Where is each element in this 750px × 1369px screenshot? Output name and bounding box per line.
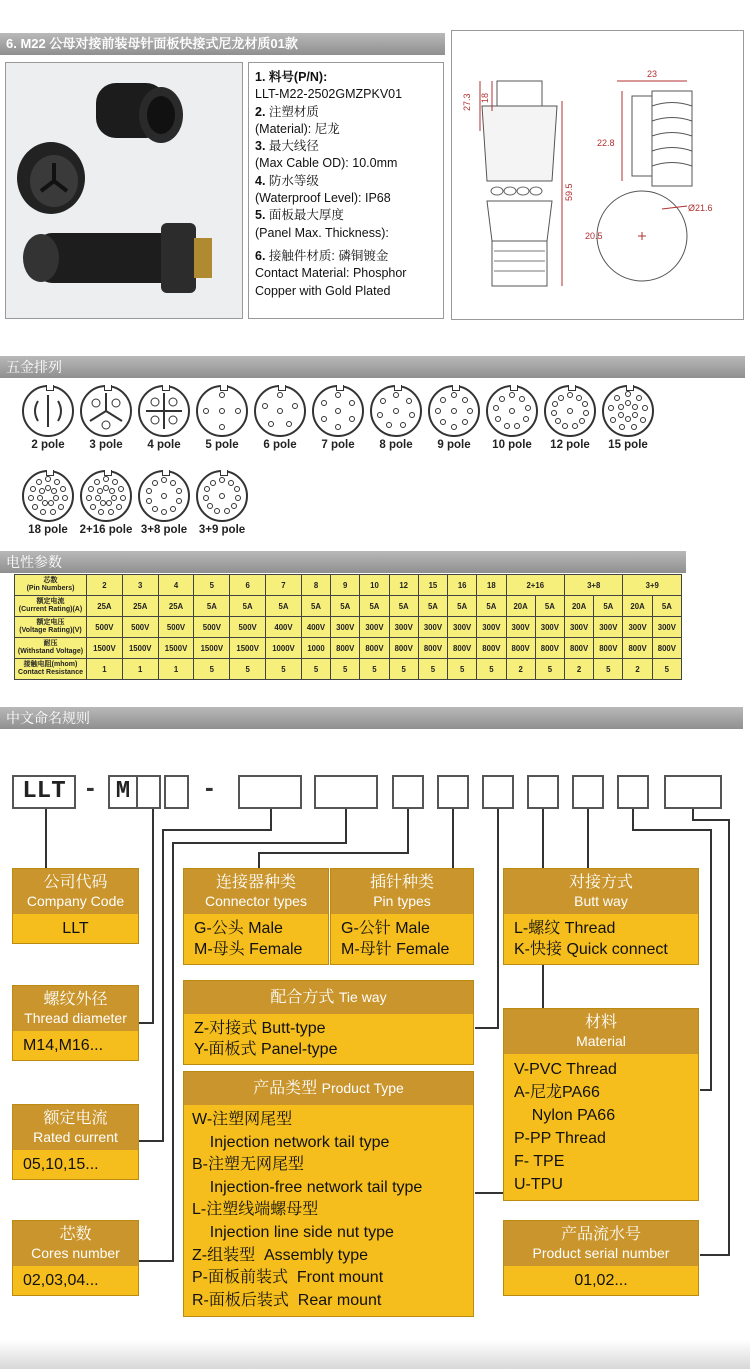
code-slot-butt <box>572 775 604 809</box>
row-header: 额定电流 (Current Rating)(A) <box>15 596 87 617</box>
table-cell: 5 <box>266 659 302 680</box>
product-title: 6. M22 公母对接前装母针面板快接式尼龙材质01款 <box>6 36 298 51</box>
pin-diagram <box>192 385 252 451</box>
table-cell: 5A <box>594 596 623 617</box>
electrical-table <box>14 574 682 680</box>
pin-label: 3+9 pole <box>198 524 246 536</box>
box-line: P-PP Thread <box>514 1130 606 1147</box>
pin-diagram <box>18 470 78 536</box>
pin-diagram <box>250 385 310 451</box>
connector-line <box>162 829 164 1142</box>
pin-diagram <box>134 470 194 536</box>
table-cell: 800V <box>652 638 681 659</box>
code-dash-1: - <box>86 772 95 802</box>
spec-4-value: (Waterproof Level): IP68 <box>255 191 391 206</box>
code-slot-product <box>527 775 559 809</box>
connector-line <box>710 829 712 1091</box>
table-cell: 800V <box>331 638 360 659</box>
box-butt-way: 对接方式 Butt way L-螺纹 Thread K-快接 Quick connect <box>503 868 699 965</box>
table-cell: 7 <box>266 575 302 596</box>
pin-diagram <box>192 470 252 536</box>
pin-face-icon <box>370 385 422 437</box>
connector-line <box>452 809 454 869</box>
connector-line <box>632 829 712 831</box>
spec-3: 3. 最大线径 <box>255 139 319 154</box>
table-cell: 500V <box>158 617 194 638</box>
pin-section-title: 五金排列 <box>6 359 62 375</box>
pin-face-icon <box>254 385 306 437</box>
code-slot-pin <box>437 775 469 809</box>
connector-line <box>345 809 347 844</box>
table-cell: 5 <box>448 659 477 680</box>
table-cell: 5 <box>418 659 447 680</box>
naming-section-title: 中文命名规则 <box>6 710 90 726</box>
table-cell: 3+9 <box>623 575 682 596</box>
pin-label: 18 pole <box>28 524 68 536</box>
table-cell: 400V <box>301 617 330 638</box>
box-cores-number: 芯数 Cores number 02,03,04... <box>12 1220 139 1296</box>
technical-drawing <box>451 30 744 320</box>
table-cell: 15 <box>418 575 447 596</box>
table-cell: 800V <box>535 638 564 659</box>
spec-2: 2. 注塑材质 <box>255 104 319 119</box>
code-slot-thread-1 <box>136 775 161 809</box>
dim-22-8: 22.8 <box>597 138 615 148</box>
pin-face-icon <box>80 385 132 437</box>
connector-line <box>152 809 154 1024</box>
table-cell: 800V <box>418 638 447 659</box>
table-cell: 1 <box>122 659 158 680</box>
table-cell: 300V <box>477 617 506 638</box>
box-line: F- TPE <box>514 1153 565 1170</box>
pin-label: 12 pole <box>550 439 590 451</box>
table-cell: 5A <box>448 596 477 617</box>
table-cell: 5 <box>360 659 389 680</box>
pin-face-icon <box>138 470 190 522</box>
table-cell: 25A <box>158 596 194 617</box>
table-row <box>15 659 682 680</box>
connector-line <box>407 809 409 854</box>
table-cell: 5A <box>301 596 330 617</box>
table-cell: 800V <box>448 638 477 659</box>
table-cell: 500V <box>230 617 266 638</box>
box-connector-types: 连接器种类 Connector types G-公头 Male M-母头 Female <box>183 868 329 965</box>
pin-section-bar <box>0 356 745 378</box>
table-cell: 5A <box>535 596 564 617</box>
code-slot-tie <box>482 775 514 809</box>
connector-line <box>632 809 634 831</box>
pin-label: 6 pole <box>263 439 297 451</box>
electrical-section-title: 电性参数 <box>6 554 62 570</box>
table-cell: 5 <box>230 659 266 680</box>
table-cell: 25A <box>122 596 158 617</box>
table-cell: 800V <box>477 638 506 659</box>
table-cell: 1500V <box>122 638 158 659</box>
table-row <box>15 617 682 638</box>
table-cell: 5 <box>477 659 506 680</box>
connector-line <box>172 842 347 844</box>
box-rated-current: 额定电流 Rated current 05,10,15... <box>12 1104 139 1180</box>
spec-1-value: LLT-M22-2502GMZPKV01 <box>255 87 403 102</box>
table-cell: 300V <box>506 617 535 638</box>
pin-diagram <box>76 385 136 451</box>
code-slot-cores <box>314 775 378 809</box>
table-cell: 2 <box>506 659 535 680</box>
pin-face-icon <box>80 470 132 522</box>
table-cell: 5A <box>418 596 447 617</box>
table-cell: 25A <box>87 596 123 617</box>
table-cell: 5 <box>594 659 623 680</box>
table-cell: 20A <box>506 596 535 617</box>
pin-label: 4 pole <box>147 439 181 451</box>
pin-face-icon <box>312 385 364 437</box>
table-cell: 500V <box>87 617 123 638</box>
connector-line <box>138 1140 164 1142</box>
row-header: 接触电阻(mhom) Contact Resistance <box>15 659 87 680</box>
table-cell: 800V <box>594 638 623 659</box>
table-cell: 800V <box>360 638 389 659</box>
pin-face-icon <box>22 385 74 437</box>
code-slot-connector <box>392 775 424 809</box>
pin-label: 2+16 pole <box>79 524 133 536</box>
pin-diagram <box>424 385 484 451</box>
table-row <box>15 596 682 617</box>
code-llt: LLT <box>12 775 76 809</box>
pin-diagram <box>482 385 542 451</box>
connector-photo-illustration <box>6 63 242 318</box>
box-serial-number: 产品流水号 Product serial number 01,02... <box>503 1220 699 1296</box>
box-line: W-注塑网尾型 <box>192 1111 293 1128</box>
box-line: B-注塑无网尾型 <box>192 1156 305 1174</box>
connector-line <box>475 1027 499 1029</box>
code-slot-material <box>617 775 649 809</box>
pin-label: 3 pole <box>89 439 123 451</box>
spec-6: 6. 接触件材质: 磷铜镀金 <box>255 248 389 263</box>
pin-label: 7 pole <box>321 439 355 451</box>
table-cell: 800V <box>564 638 593 659</box>
table-cell: 300V <box>623 617 652 638</box>
table-cell: 300V <box>360 617 389 638</box>
naming-section-bar <box>0 707 743 729</box>
pin-face-icon <box>196 470 248 522</box>
box-tie-way: 配合方式 Tie way Z-对接式 Butt-type Y-面板式 Panel-type <box>183 980 474 1065</box>
table-cell: 20A <box>623 596 652 617</box>
table-cell: 1 <box>158 659 194 680</box>
table-cell: 5 <box>301 659 330 680</box>
connector-line <box>700 1254 730 1256</box>
dim-21-6: Ø21.6 <box>688 203 713 213</box>
pin-label: 5 pole <box>205 439 239 451</box>
table-cell: 5 <box>194 659 230 680</box>
dim-20-5: 20.5 <box>585 231 603 241</box>
table-cell: 2+16 <box>506 575 564 596</box>
electrical-section-bar <box>0 551 686 573</box>
pin-face-icon <box>196 385 248 437</box>
connector-line <box>138 1260 174 1262</box>
row-header: 耐压 (Withstand Voltage) <box>15 638 87 659</box>
box-line: R-面板后装式 Rear mount <box>192 1291 382 1309</box>
table-cell: 10 <box>360 575 389 596</box>
pin-diagram <box>308 385 368 451</box>
table-cell: 300V <box>652 617 681 638</box>
table-cell: 5 <box>194 575 230 596</box>
pin-label: 8 pole <box>379 439 413 451</box>
pin-face-icon <box>544 385 596 437</box>
connector-line <box>258 852 409 854</box>
connector-line <box>162 829 272 831</box>
spec-1: 1. 料号(P/N): <box>255 70 328 84</box>
pin-diagram <box>134 385 194 451</box>
table-cell: 5 <box>652 659 681 680</box>
code-slot-current <box>238 775 302 809</box>
table-cell: 300V <box>564 617 593 638</box>
table-cell: 5A <box>266 596 302 617</box>
code-dash-2: - <box>205 772 214 802</box>
connector-line <box>728 819 730 1256</box>
table-cell: 18 <box>477 575 506 596</box>
box-material: 材料 Material V-PVC Thread A-尼龙PA66 Nylon PA66 P-PP Thread F- TPE U-TPU <box>503 1008 699 1201</box>
drawing-svg <box>452 31 743 319</box>
table-cell: 2 <box>623 659 652 680</box>
box-line: L-注塑线端螺母型 <box>192 1201 319 1219</box>
pin-label: 9 pole <box>437 439 471 451</box>
box-line: Injection network tail type <box>192 1133 390 1151</box>
pin-face-icon <box>22 470 74 522</box>
spec-5-value: (Panel Max. Thickness): <box>255 225 389 240</box>
table-cell: 5 <box>331 659 360 680</box>
table-cell: 300V <box>535 617 564 638</box>
pin-diagram <box>540 385 600 451</box>
row-header: 额定电压 (Voltage Rating)(V) <box>15 617 87 638</box>
table-cell: 5A <box>331 596 360 617</box>
box-line: Injection line side nut type <box>192 1223 394 1241</box>
bottom-shadow <box>0 1340 750 1369</box>
product-title-bar <box>0 33 445 55</box>
table-row <box>15 575 682 596</box>
pin-face-icon <box>602 385 654 437</box>
box-line: U-TPU <box>514 1176 563 1193</box>
connector-line <box>497 809 499 1029</box>
box-company-code: 公司代码 Company Code LLT <box>12 868 139 944</box>
table-cell: 5A <box>230 596 266 617</box>
pin-label: 2 pole <box>31 439 65 451</box>
code-m: M <box>108 775 138 809</box>
connector-line <box>138 1022 154 1024</box>
connector-line <box>587 809 589 869</box>
spec-6-value: Contact Material: Phosphor Copper with Gold Plated <box>255 266 407 298</box>
table-cell: 5 <box>389 659 418 680</box>
table-cell: 300V <box>331 617 360 638</box>
table-cell: 2 <box>87 575 123 596</box>
row-header: 芯数 (Pin Numbers) <box>15 575 87 596</box>
table-cell: 300V <box>418 617 447 638</box>
table-cell: 1 <box>87 659 123 680</box>
table-cell: 3+8 <box>564 575 622 596</box>
table-cell: 3 <box>122 575 158 596</box>
table-cell: 1500V <box>87 638 123 659</box>
code-slot-serial <box>664 775 722 809</box>
pin-diagram <box>18 385 78 451</box>
dim-27-3: 27.3 <box>462 93 472 111</box>
pin-label: 15 pole <box>608 439 648 451</box>
table-cell: 1500V <box>194 638 230 659</box>
table-cell: 5A <box>360 596 389 617</box>
table-cell: 800V <box>623 638 652 659</box>
spec-4: 4. 防水等级 <box>255 173 319 188</box>
table-cell: 5A <box>477 596 506 617</box>
table-cell: 2 <box>564 659 593 680</box>
spec-3-value: (Max Cable OD): 10.0mm <box>255 156 398 171</box>
table-cell: 300V <box>389 617 418 638</box>
table-cell: 5A <box>194 596 230 617</box>
table-cell: 20A <box>564 596 593 617</box>
connector-line <box>45 809 47 869</box>
table-cell: 1000 <box>301 638 330 659</box>
dim-23: 23 <box>647 69 658 79</box>
box-line: Injection-free network tail type <box>192 1178 423 1196</box>
box-line: Nylon PA66 <box>514 1107 616 1124</box>
box-product-type: 产品类型 Product Type W-注塑网尾型 Injection network tail type B-注塑无网尾型 Injection-free network tail type L-注塑线端螺母型 Injection line side nut type Z-组装型 Assembly type P-面板前装式 Front mount R-面板后装式 Rear mount <box>183 1071 474 1317</box>
pin-diagram <box>76 470 136 536</box>
table-cell: 1000V <box>266 638 302 659</box>
pin-diagram <box>598 385 658 451</box>
table-cell: 800V <box>506 638 535 659</box>
spec-2-value: (Material): 尼龙 <box>255 121 340 136</box>
connector-line <box>692 819 730 821</box>
table-row <box>15 638 682 659</box>
table-cell: 800V <box>389 638 418 659</box>
pin-face-icon <box>138 385 190 437</box>
box-line: P-面板前装式 Front mount <box>192 1269 384 1287</box>
code-slot-thread-2 <box>164 775 189 809</box>
connector-line <box>270 809 272 831</box>
table-cell: 16 <box>448 575 477 596</box>
box-line: Z-组装型 Assembly type <box>192 1246 369 1264</box>
spec-panel <box>248 62 444 319</box>
table-cell: 8 <box>301 575 330 596</box>
table-cell: 300V <box>448 617 477 638</box>
table-cell: 500V <box>194 617 230 638</box>
table-cell: 6 <box>230 575 266 596</box>
table-cell: 5 <box>535 659 564 680</box>
spec-5: 5. 面板最大厚度 <box>255 208 344 223</box>
table-cell: 1500V <box>230 638 266 659</box>
table-cell: 5A <box>652 596 681 617</box>
box-pin-types: 插针种类 Pin types G-公针 Male M-母针 Female <box>330 868 474 965</box>
table-cell: 9 <box>331 575 360 596</box>
table-cell: 4 <box>158 575 194 596</box>
product-photo <box>5 62 243 319</box>
pin-diagram <box>366 385 426 451</box>
pin-face-icon <box>486 385 538 437</box>
pin-label: 3+8 pole <box>140 524 188 536</box>
box-line: A-尼龙PA66 <box>514 1084 600 1101</box>
pin-face-icon <box>428 385 480 437</box>
dim-59-5: 59.5 <box>564 183 574 201</box>
table-cell: 400V <box>266 617 302 638</box>
table-cell: 5A <box>389 596 418 617</box>
connector-line <box>700 1089 712 1091</box>
dim-18: 18 <box>480 92 490 103</box>
table-cell: 1500V <box>158 638 194 659</box>
box-thread-diameter: 螺纹外径 Thread diameter M14,M16... <box>12 985 139 1061</box>
table-cell: 500V <box>122 617 158 638</box>
table-cell: 12 <box>389 575 418 596</box>
box-line: V-PVC Thread <box>514 1061 617 1078</box>
table-cell: 300V <box>594 617 623 638</box>
pin-label: 10 pole <box>492 439 532 451</box>
connector-line <box>172 842 174 1262</box>
